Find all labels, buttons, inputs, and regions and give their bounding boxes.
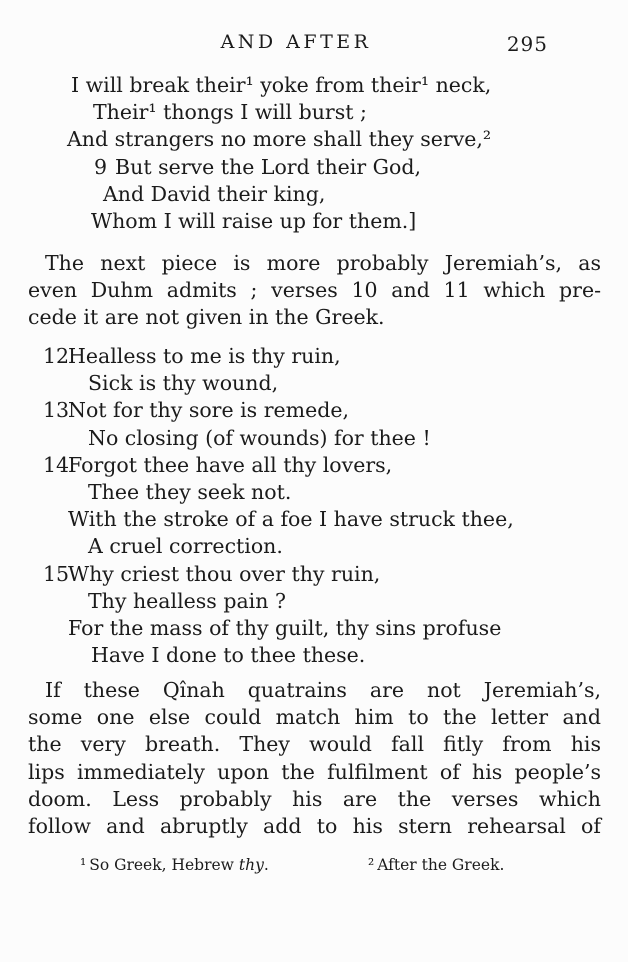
line-text: I will break their¹ yoke from their¹ neck, <box>71 73 492 97</box>
verse-number: 13 <box>43 398 70 423</box>
paragraph-line <box>28 759 601 786</box>
line-text: For the mass of thy guilt, thy sins profuse <box>68 616 502 641</box>
footnote-1 <box>80 854 269 876</box>
line-text: A cruel correction. <box>88 534 283 559</box>
paragraph-line <box>28 250 601 277</box>
line-text: doom. Less probably his are the verses which <box>28 786 601 811</box>
poem-line <box>43 397 613 424</box>
line-text: Sick is thy wound, <box>88 371 279 396</box>
line-text: Thy healless pain ? <box>88 588 286 613</box>
verse-number: 12 <box>43 344 70 368</box>
poem-line <box>43 425 613 452</box>
line-text: No closing (of wounds) for thee ! <box>88 425 431 450</box>
footnote-2-marker: ² <box>368 856 375 874</box>
line-text: lips immediately upon the fulfilment of his people’s <box>28 759 601 784</box>
paragraph-line <box>28 813 601 840</box>
line-text: But serve the Lord their God, <box>115 154 422 179</box>
poem-line <box>43 479 613 506</box>
poem-line <box>43 588 613 615</box>
poem-line <box>67 208 613 235</box>
poem-line <box>43 615 613 642</box>
poem-line <box>67 154 613 181</box>
verse-number: 9 <box>94 154 108 179</box>
line-text: Forgot thee have all thy lovers, <box>68 452 393 477</box>
line-text: With the stroke of a foe I have struck thee, <box>68 507 514 532</box>
poem-line <box>43 343 613 370</box>
line-text: Not for thy sore is remede, <box>68 398 349 423</box>
running-head-title: AND AFTER <box>220 31 372 53</box>
poem-block-1 <box>67 72 613 235</box>
line-text: Have I done to thee these. <box>91 643 366 668</box>
footnote-2-text: After the Greek. <box>377 856 505 874</box>
poem-line <box>43 561 613 588</box>
poem-block-2 <box>43 343 613 669</box>
footnote-1-text: So Greek, Hebrew <box>89 856 239 874</box>
line-text: the very breath. They would fall fitly from his <box>28 732 601 757</box>
line-text: Why criest thou over thy ruin, <box>68 561 381 586</box>
poem-line <box>43 452 613 479</box>
line-text: follow and abruptly add to his stern rehearsal of <box>28 814 601 839</box>
poem-line <box>43 370 613 397</box>
line-text: Their¹ thongs I will burst ; <box>93 100 367 125</box>
line-text: And David their king, <box>103 181 326 206</box>
poem-line <box>67 181 613 208</box>
line-text: Thee they seek not. <box>88 480 292 505</box>
poem-line <box>67 72 613 99</box>
prose-paragraph-1 <box>28 250 601 332</box>
prose-paragraph-2 <box>28 677 601 840</box>
paragraph-line <box>28 704 601 731</box>
poem-line <box>43 642 613 669</box>
line-text: even Duhm admits ; verses 10 and 11 which pre- <box>28 278 601 303</box>
paragraph-line <box>28 731 601 758</box>
poem-line <box>67 99 613 126</box>
footnote-1-italic-word: thy <box>238 856 264 874</box>
verse-number: 14 <box>43 452 70 477</box>
poem-line <box>43 506 613 533</box>
line-text: And strangers no more shall they serve,² <box>67 127 492 152</box>
line-text: Whom I will raise up for them.] <box>91 209 417 234</box>
page-number: 295 <box>506 32 548 56</box>
paragraph-line <box>28 277 601 304</box>
footnote-1-marker: ¹ <box>80 856 87 874</box>
poem-line <box>67 126 613 153</box>
footnotes <box>0 854 628 884</box>
verse-number: 15 <box>43 561 70 586</box>
footnote-1-period: . <box>263 856 269 874</box>
line-text: If these Qînah quatrains are not Jeremiah’s, <box>45 678 601 702</box>
line-text: The next piece is more probably Jeremiah’s, as <box>45 251 601 275</box>
paragraph-line <box>28 304 601 331</box>
line-text: cede it are not given in the Greek. <box>28 305 385 330</box>
paragraph-line <box>28 786 601 813</box>
running-header <box>0 31 628 57</box>
poem-line <box>43 533 613 560</box>
footnote-2 <box>368 854 504 876</box>
line-text: some one else could match him to the letter and <box>28 705 601 730</box>
line-text: Healless to me is thy ruin, <box>68 344 341 368</box>
paragraph-line <box>28 677 601 704</box>
